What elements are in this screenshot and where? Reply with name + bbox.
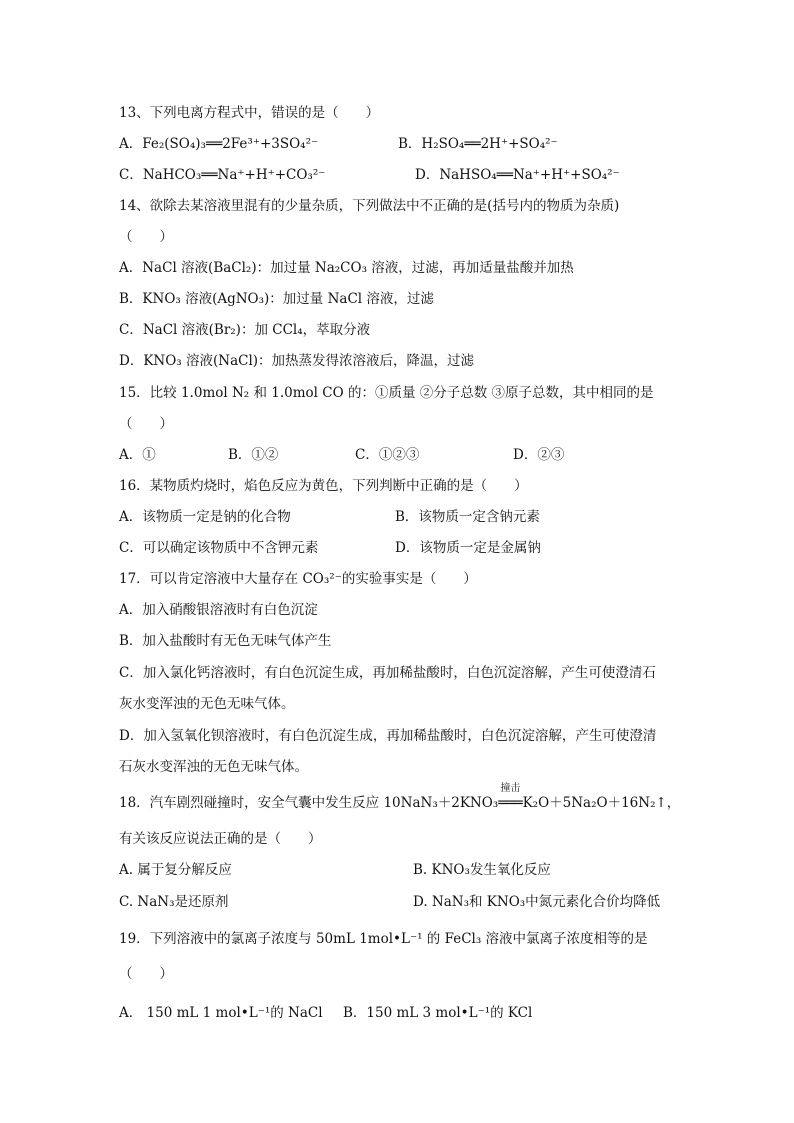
question-17-option-b: B．加入盐酸时有无色无味气体产生 <box>119 633 332 649</box>
question-18-stem <box>119 783 681 812</box>
question-15-option-c: C．①②③ <box>355 447 420 463</box>
reaction-equals: ═══ <box>498 795 523 811</box>
question-16-stem: 16．某物质灼烧时，焰色反应为黄色，下列判断中正确的是（ ） <box>119 478 528 494</box>
question-18-stem-pre: 18．汽车剧烈碰撞时，安全气囊中发生反应 10NaN₃＋2KNO₃ <box>119 795 499 811</box>
question-18-option-d: D. NaN₃和 KNO₃中氮元素化合价均降低 <box>413 894 661 910</box>
question-14-option-c: C．NaCl 溶液(Br₂)：加 CCl₄，萃取分液 <box>119 322 371 338</box>
question-18-option-b: B. KNO₃发生氧化反应 <box>413 862 551 878</box>
question-13-stem: 13、下列电离方程式中，错误的是（ ） <box>119 105 380 121</box>
question-13-option-c: C．NaHCO₃══Na⁺+H⁺+CO₃²⁻ <box>119 167 326 183</box>
question-14-paren: （ ） <box>119 229 173 245</box>
question-16-option-d: D．该物质一定是金属钠 <box>395 540 541 556</box>
question-16-option-c: C．可以确定该物质中不含钾元素 <box>119 540 319 556</box>
question-18-stem-post: K₂O＋5Na₂O＋16N₂↑， <box>522 795 681 811</box>
question-19-paren: （ ） <box>119 966 173 982</box>
question-17-option-a: A．加入硝酸银溶液时有白色沉淀 <box>119 602 318 618</box>
question-18-option-a: A. 属于复分解反应 <box>119 862 232 878</box>
question-15-option-b: B．①② <box>228 447 279 463</box>
question-15-option-a: A．① <box>119 447 156 463</box>
reaction-arrow <box>498 783 523 812</box>
question-17-option-c-line1: C．加入氯化钙溶液时，有白色沉淀生成，再加稀盐酸时，白色沉淀溶解，产生可使澄清石 <box>119 665 656 681</box>
question-15-stem: 15．比较 1.0mol N₂ 和 1.0mol CO 的：①质量 ②分子总数 ③原子总数，其中相同的是 <box>119 385 654 401</box>
question-18-stem-line2: 有关该反应说法正确的是（ ） <box>119 831 322 847</box>
question-15-option-d: D．②③ <box>513 447 565 463</box>
question-17-option-d-line1: D．加入氢氧化钡溶液时，有白色沉淀生成，再加稀盐酸时，白色沉淀溶解，产生可使澄清 <box>119 728 657 744</box>
question-17-stem: 17．可以肯定溶液中大量存在 CO₃²⁻的实验事实是（ ） <box>119 571 477 587</box>
question-18-option-c: C. NaN₃是还原剂 <box>119 894 229 910</box>
question-13-option-d: D．NaHSO₄══Na⁺+H⁺+SO₄²⁻ <box>415 167 620 183</box>
question-14-option-a: A．NaCl 溶液(BaCl₂)：加过量 Na₂CO₃ 溶液，过滤，再加适量盐酸并加热 <box>119 260 574 276</box>
question-19-stem: 19．下列溶液中的氯离子浓度与 50mL 1mol•L⁻¹ 的 FeCl₃ 溶液中氯离子浓度相等的是 <box>119 931 648 947</box>
question-16-option-a: A．该物质一定是钠的化合物 <box>119 509 291 525</box>
question-13-option-b: B．H₂SO₄══2H⁺+SO₄²⁻ <box>398 136 558 152</box>
question-17-option-c-line2: 灰水变浑浊的无色无味气体。 <box>119 696 295 712</box>
question-15-paren: （ ） <box>119 416 173 432</box>
question-17-option-d-line2: 石灰水变浑浊的无色无味气体。 <box>119 759 308 775</box>
question-14-option-b: B．KNO₃ 溶液(AgNO₃)：加过量 NaCl 溶液，过滤 <box>119 291 434 307</box>
question-19-option-a: A． 150 mL 1 mol•L⁻¹的 NaCl <box>119 1005 323 1021</box>
reaction-condition: 撞击 <box>500 783 521 794</box>
question-16-option-b: B．该物质一定含钠元素 <box>395 509 540 525</box>
question-19-option-b: B．150 mL 3 mol•L⁻¹的 KCl <box>343 1005 533 1021</box>
question-14-stem: 14、欲除去某溶液里混有的少量杂质，下列做法中不正确的是(括号内的物质为杂质) <box>119 198 620 214</box>
question-13-option-a: A．Fe₂(SO₄)₃══2Fe³⁺+3SO₄²⁻ <box>119 136 319 152</box>
question-14-option-d: D．KNO₃ 溶液(NaCl)：加热蒸发得浓溶液后，降温，过滤 <box>119 353 475 369</box>
